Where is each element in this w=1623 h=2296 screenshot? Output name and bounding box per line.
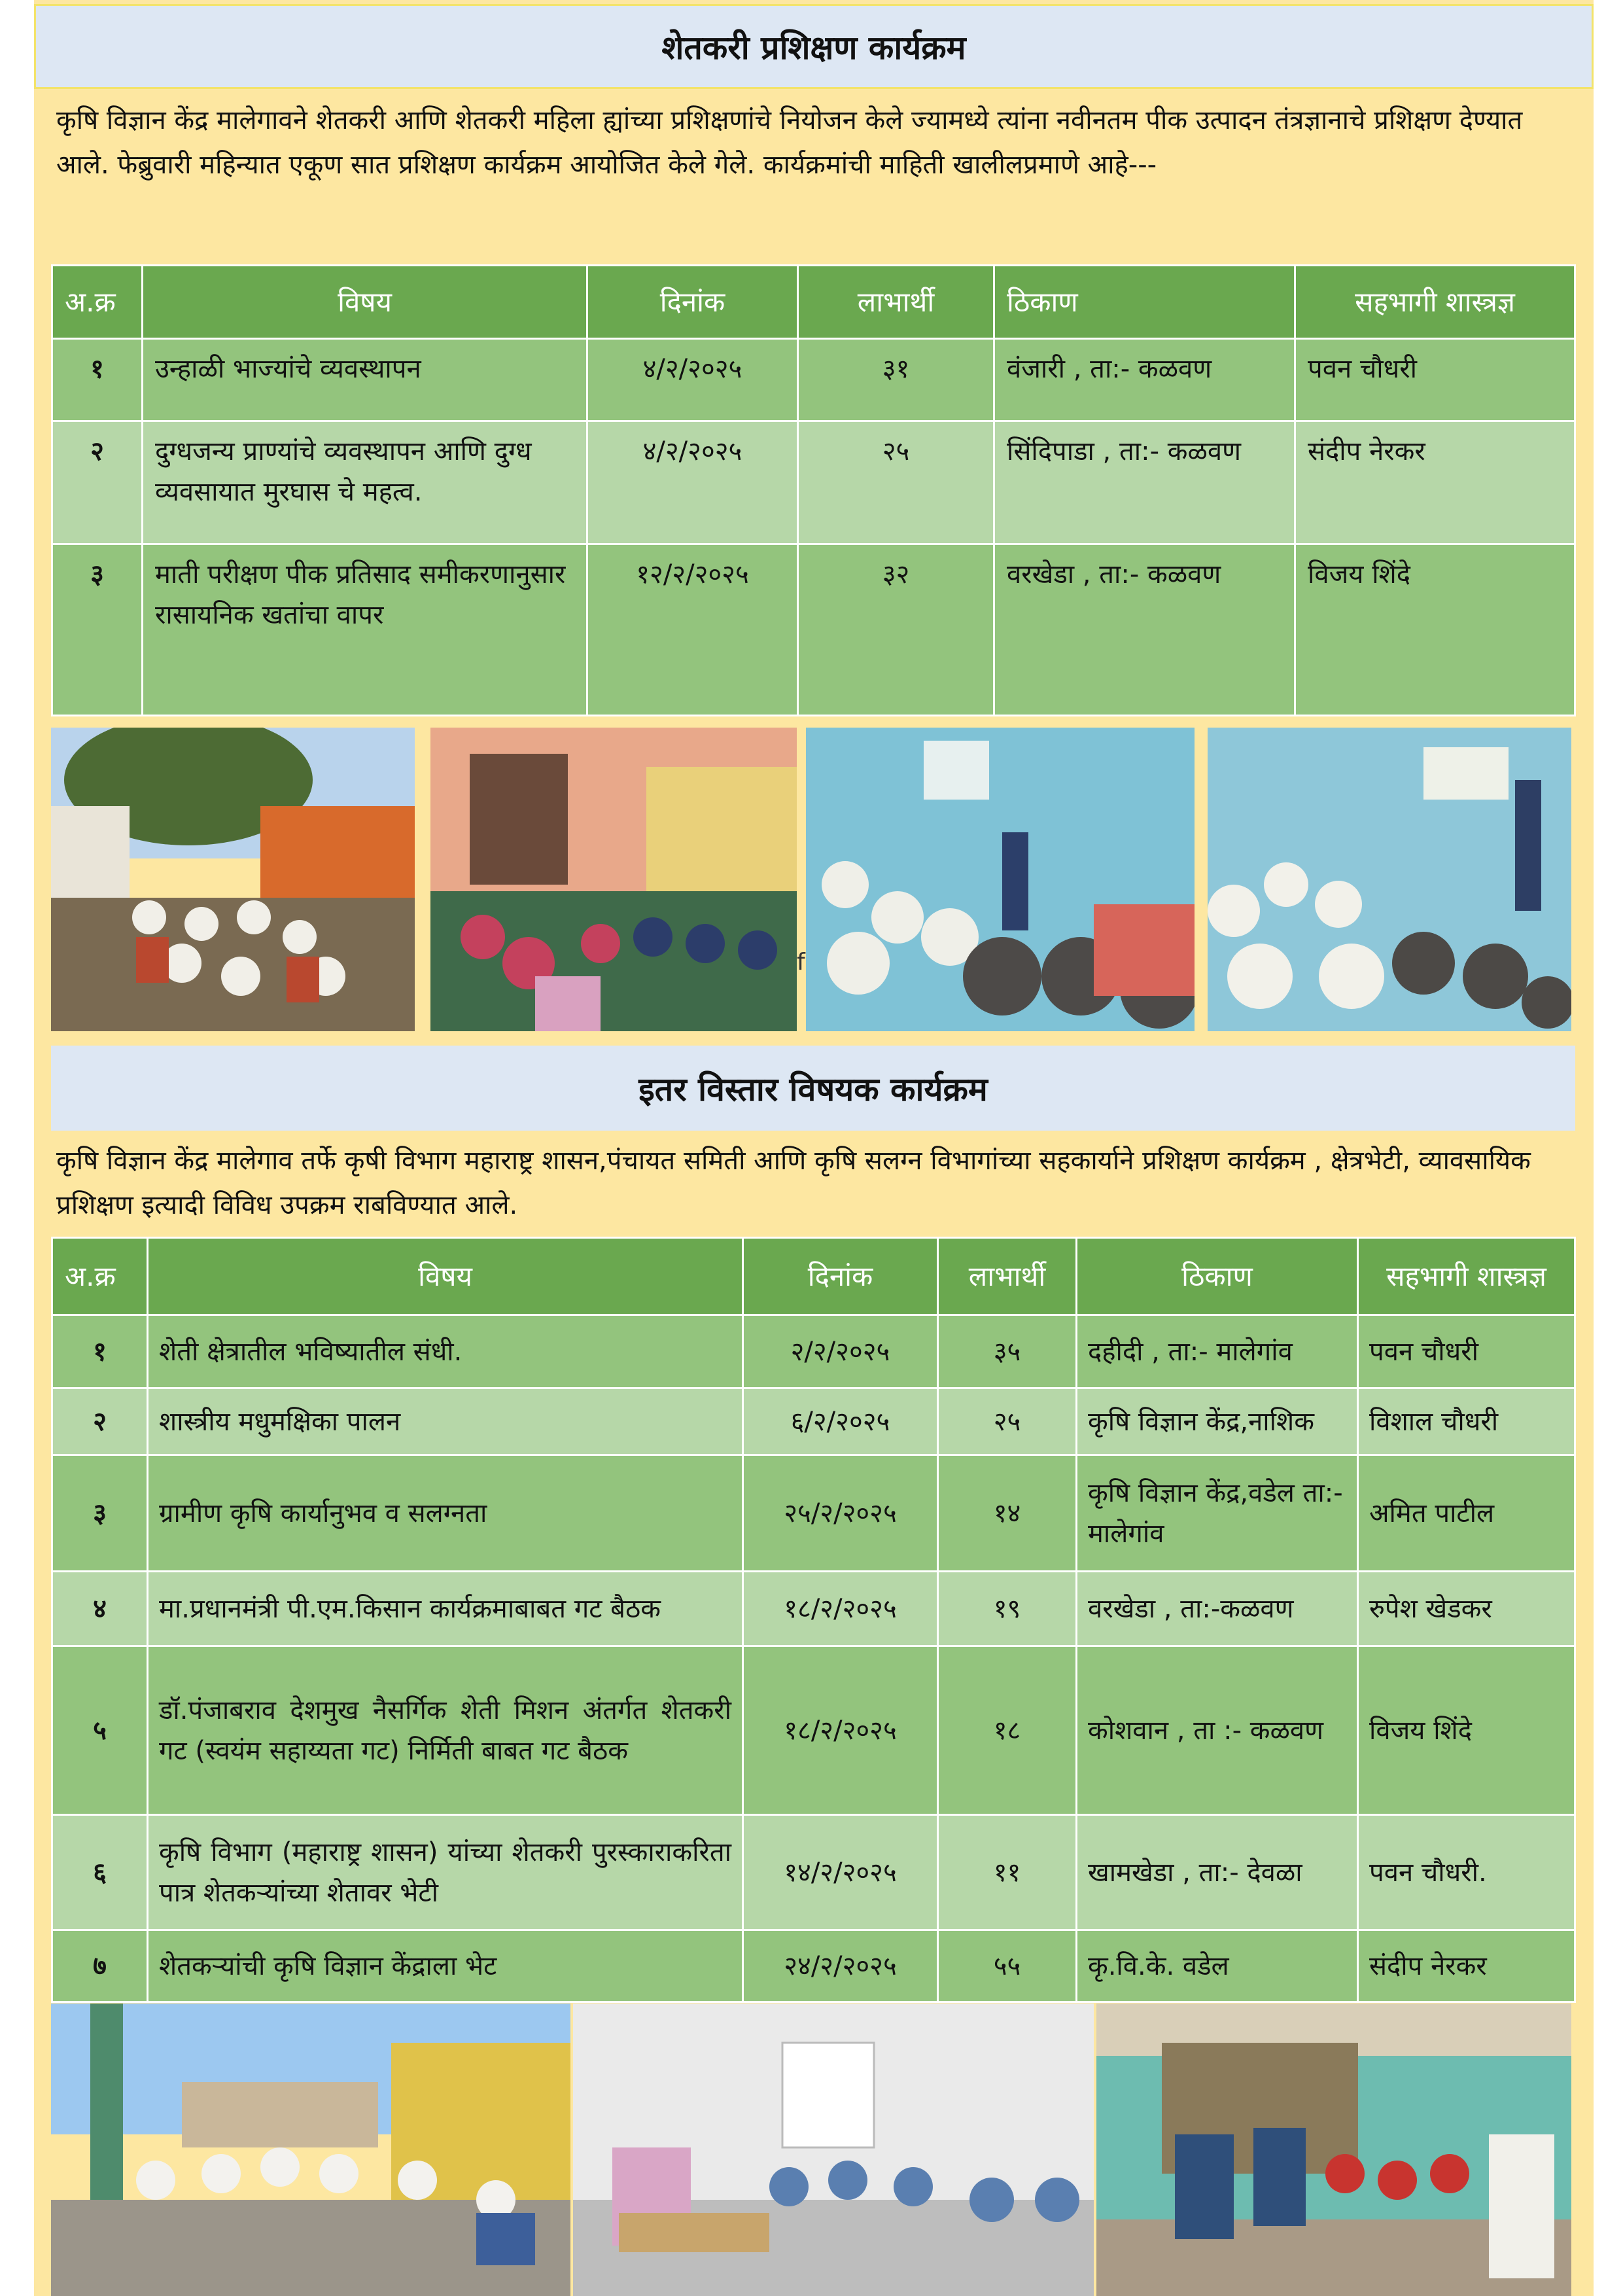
cell-beneficiaries: १९ [938, 1572, 1077, 1646]
cell-place: कृषि विज्ञान केंद्र,वडेल ता:- मालेगांव [1077, 1455, 1358, 1572]
header-date: दिनांक [587, 266, 798, 339]
header-place: ठिकाण [1077, 1238, 1358, 1315]
cell-serial: ६ [52, 1815, 148, 1930]
cell-place: कृ.वि.के. वडेल [1077, 1930, 1358, 2002]
header-serial: अ.क्र [52, 1238, 148, 1315]
table-row [52, 1388, 1575, 1455]
cell-topic: शास्त्रीय मधुमक्षिका पालन [148, 1388, 743, 1455]
cell-scientist: अमित पाटील [1358, 1455, 1575, 1572]
cell-scientist: रुपेश खेडकर [1358, 1572, 1575, 1646]
table-row [52, 1646, 1575, 1815]
table-row [52, 1455, 1575, 1572]
cell-topic: माती परीक्षण पीक प्रतिसाद समीकरणानुसार रासायनिक खतांचा वापर [143, 544, 587, 716]
header-topic: विषय [148, 1238, 743, 1315]
cell-topic: शेती क्षेत्रातील भविष्यातील संधी. [148, 1315, 743, 1388]
photo-overlay-mark: f [797, 949, 805, 976]
training-photo-outdoor-group [51, 728, 415, 1031]
cell-beneficiaries: १८ [938, 1646, 1077, 1815]
cell-serial: २ [52, 1388, 148, 1455]
cell-date: १८/२/२०२५ [743, 1646, 938, 1815]
extension-table [51, 1237, 1576, 2003]
cell-serial: ४ [52, 1572, 148, 1646]
cell-serial: ५ [52, 1646, 148, 1815]
extension-photo-farm-visit [1096, 2004, 1571, 2296]
table-row [52, 544, 1575, 716]
cell-topic: डॉ.पंजाबराव देशमुख नैसर्गिक शेती मिशन अंतर्गत शेतकरी गट (स्वयंम सहाय्यता गट) निर्मिती बाबत गट बैठक [148, 1646, 743, 1815]
cell-beneficiaries: ३१ [798, 339, 994, 421]
cell-serial: ३ [52, 544, 143, 716]
header-topic: विषय [143, 266, 587, 339]
cell-scientist: पवन चौधरी [1358, 1315, 1575, 1388]
cell-date: २४/२/२०२५ [743, 1930, 938, 2002]
cell-scientist: संदीप नेरकर [1358, 1930, 1575, 2002]
header-beneficiaries: लाभार्थी [798, 266, 994, 339]
cell-serial: २ [52, 421, 143, 544]
training-table [51, 264, 1576, 716]
cell-topic: दुग्धजन्य प्राण्यांचे व्यवस्थापन आणि दुग्ध व्यवसायात मुरघास चे महत्व. [143, 421, 587, 544]
cell-date: १८/२/२०२५ [743, 1572, 938, 1646]
training-photo-classroom-2 [1208, 728, 1571, 1031]
cell-scientist: पवन चौधरी. [1358, 1815, 1575, 1930]
cell-place: कृषि विज्ञान केंद्र,नाशिक [1077, 1388, 1358, 1455]
cell-place: दहीदी , ता:- मालेगांव [1077, 1315, 1358, 1388]
cell-topic: कृषि विभाग (महाराष्ट्र शासन) यांच्या शेतकरी पुरस्काराकरिता पात्र शेतकऱ्यांच्या शेतावर भेटी [148, 1815, 743, 1930]
cell-date: २५/२/२०२५ [743, 1455, 938, 1572]
cell-beneficiaries: ३२ [798, 544, 994, 716]
cell-topic: मा.प्रधानमंत्री पी.एम.किसान कार्यक्रमाबाबत गट बैठक [148, 1572, 743, 1646]
cell-serial: ७ [52, 1930, 148, 2002]
header-beneficiaries: लाभार्थी [938, 1238, 1077, 1315]
table-row [52, 339, 1575, 421]
cell-beneficiaries: २५ [938, 1388, 1077, 1455]
table-row [52, 1572, 1575, 1646]
header-scientist: सहभागी शास्त्रज्ञ [1295, 266, 1575, 339]
cell-serial: १ [52, 339, 143, 421]
cell-scientist: विशाल चौधरी [1358, 1388, 1575, 1455]
cell-place: वंजारी , ता:- कळवण [994, 339, 1295, 421]
cell-beneficiaries: ३५ [938, 1315, 1077, 1388]
table-row [52, 1815, 1575, 1930]
cell-date: १२/२/२०२५ [587, 544, 798, 716]
header-serial: अ.क्र [52, 266, 143, 339]
cell-beneficiaries: १४ [938, 1455, 1077, 1572]
training-photo-women-hall [430, 728, 797, 1031]
cell-topic: उन्हाळी भाज्यांचे व्यवस्थापन [143, 339, 587, 421]
section1-title: शेतकरी प्रशिक्षण कार्यक्रम [34, 4, 1594, 89]
cell-beneficiaries: ११ [938, 1815, 1077, 1930]
cell-serial: १ [52, 1315, 148, 1388]
cell-place: कोशवान , ता :- कळवण [1077, 1646, 1358, 1815]
cell-date: १४/२/२०२५ [743, 1815, 938, 1930]
cell-scientist: विजय शिंदे [1295, 544, 1575, 716]
header-place: ठिकाण [994, 266, 1295, 339]
cell-place: खामखेडा , ता:- देवळा [1077, 1815, 1358, 1930]
cell-place: सिंदिपाडा , ता:- कळवण [994, 421, 1295, 544]
table-row [52, 1315, 1575, 1388]
table-header-row [52, 266, 1575, 339]
section1-intro: कृषि विज्ञान केंद्र मालेगावने शेतकरी आणि शेतकरी महिला ह्यांच्या प्रशिक्षणांचे नियोजन केले ज्यामध्ये त्यांना नवीनतम पीक उत्पादन तंत्रज्ञानाचे प्रशिक्षण देण्यात आले. फेब्रुवारी महिन्यात एकूण सात प्रशिक्षण कार्यक्रम आयोजित केले गेले. कार्यक्रमांची माहिती खालीलप्रमाणे आहे--- [56, 105, 1523, 180]
cell-topic: ग्रामीण कृषि कार्यानुभव व सलग्नता [148, 1455, 743, 1572]
cell-date: ४/२/२०२५ [587, 339, 798, 421]
cell-date: ४/२/२०२५ [587, 421, 798, 544]
section2-title: इतर विस्तार विषयक कार्यक्रम [51, 1046, 1575, 1131]
training-photo-classroom-1 [806, 728, 1195, 1031]
cell-scientist: संदीप नेरकर [1295, 421, 1575, 544]
table-row [52, 1930, 1575, 2002]
cell-date: २/२/२०२५ [743, 1315, 938, 1388]
extension-photo-office-meeting [573, 2004, 1094, 2296]
header-date: दिनांक [743, 1238, 938, 1315]
cell-date: ६/२/२०२५ [743, 1388, 938, 1455]
cell-serial: ३ [52, 1455, 148, 1572]
table-header-row [52, 1238, 1575, 1315]
cell-beneficiaries: ५५ [938, 1930, 1077, 2002]
cell-scientist: पवन चौधरी [1295, 339, 1575, 421]
cell-place: वरखेडा , ता:-कळवण [1077, 1572, 1358, 1646]
cell-beneficiaries: २५ [798, 421, 994, 544]
cell-scientist: विजय शिंदे [1358, 1646, 1575, 1815]
cell-place: वरखेडा , ता:- कळवण [994, 544, 1295, 716]
header-scientist: सहभागी शास्त्रज्ञ [1358, 1238, 1575, 1315]
section2-intro: कृषि विज्ञान केंद्र मालेगाव तर्फे कृषी विभाग महाराष्ट्र शासन,पंचायत समिती आणि कृषि सलग्न विभागांच्या सहकार्याने प्रशिक्षण कार्यक्रम , क्षेत्रभेटी, व्यावसायिक प्रशिक्षण इत्यादी विविध उपक्रम राबविण्यात आले. [56, 1146, 1531, 1220]
extension-photo-village-meeting [51, 2004, 570, 2296]
cell-topic: शेतकऱ्यांची कृषि विज्ञान केंद्राला भेट [148, 1930, 743, 2002]
table-row [52, 421, 1575, 544]
